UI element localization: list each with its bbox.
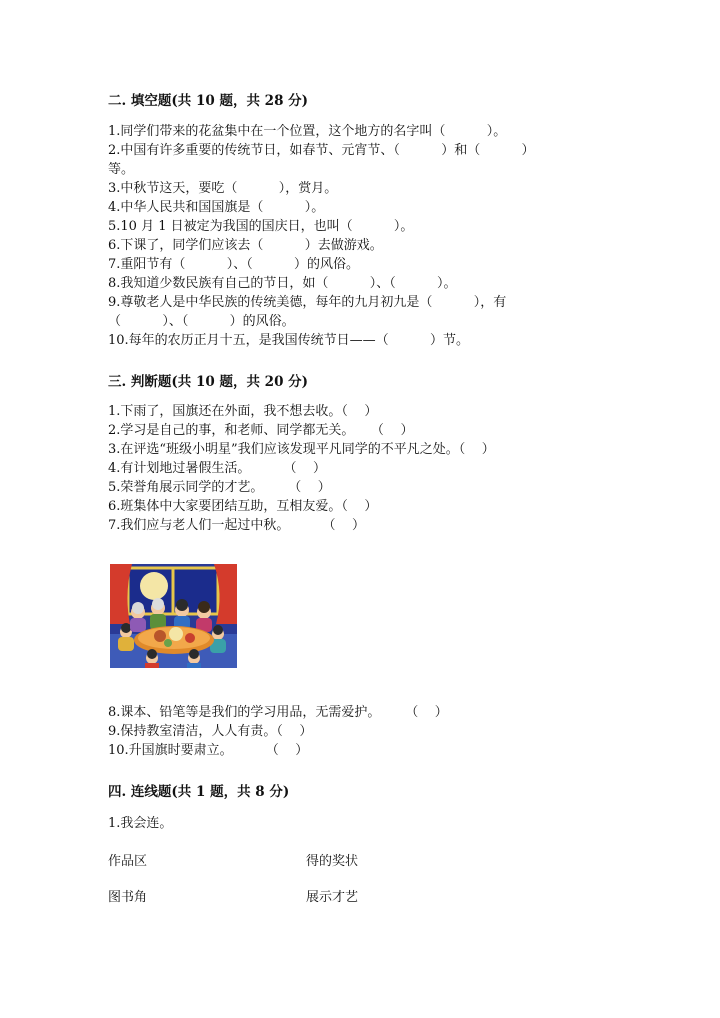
judge-item-10: 10.升国旗时要肃立。 （ ） bbox=[108, 743, 309, 758]
family-dinner-illustration bbox=[110, 564, 237, 668]
judge-item-4: 4.有计划地过暑假生活。 （ ） bbox=[108, 461, 326, 476]
fill-item-9: 9.尊敬老人是中华民族的传统美德，每年的九月初九是（ ），有 bbox=[108, 295, 507, 310]
match-question: 1.我会连。 bbox=[108, 816, 173, 831]
fill-item-2-cont: 等。 bbox=[108, 162, 135, 177]
judge-item-2: 2.学习是自己的事，和老师、同学都无关。 （ ） bbox=[108, 423, 414, 438]
section4-heading: 四. 连线题(共 1 题，共 8 分) bbox=[108, 784, 290, 800]
judge-item-7: 7.我们应与老人们一起过中秋。 （ ） bbox=[108, 518, 365, 533]
judge-item-1: 1.下雨了，国旗还在外面，我不想去收。（ ） bbox=[108, 404, 378, 419]
fill-item-2: 2.中国有许多重要的传统节日，如春节、元宵节、（ ）和（ ） bbox=[108, 143, 535, 158]
fill-item-7: 7.重阳节有（ ）、（ ）的风俗。 bbox=[108, 257, 360, 272]
match-left-item-2: 图书角 bbox=[108, 890, 148, 905]
fill-item-1: 1.同学们带来的花盆集中在一个位置，这个地方的名字叫（ ）。 bbox=[108, 124, 507, 139]
judge-item-5: 5.荣誉角展示同学的才艺。 （ ） bbox=[108, 480, 331, 495]
fill-item-8: 8.我知道少数民族有自己的节日，如（ ）、（ ）。 bbox=[108, 276, 457, 291]
match-right-item-2: 展示才艺 bbox=[306, 890, 359, 905]
judge-item-9: 9.保持教室清洁，人人有责。（ ） bbox=[108, 724, 313, 739]
fill-item-3: 3.中秋节这天，要吃（ ），赏月。 bbox=[108, 181, 338, 196]
family-mid-autumn-dinner-icon bbox=[110, 564, 237, 668]
fill-item-4: 4.中华人民共和国国旗是（ ）。 bbox=[108, 200, 325, 215]
fill-item-6: 6.下课了，同学们应该去（ ）去做游戏。 bbox=[108, 238, 383, 253]
judge-item-3: 3.在评选“班级小明星”我们应该发现平凡同学的不平凡之处。（ ） bbox=[108, 442, 495, 457]
fill-item-10: 10.每年的农历正月十五，是我国传统节日——（ ）节。 bbox=[108, 333, 469, 348]
match-left-item-1: 作品区 bbox=[108, 854, 148, 869]
section3-heading: 三. 判断题(共 10 题，共 20 分) bbox=[108, 374, 309, 390]
match-right-item-1: 得的奖状 bbox=[306, 854, 359, 869]
judge-item-6: 6.班集体中大家要团结互助，互相友爱。（ ） bbox=[108, 499, 378, 514]
section2-heading: 二. 填空题(共 10 题，共 28 分) bbox=[108, 93, 309, 109]
judge-item-8: 8.课本、铅笔等是我们的学习用品，无需爱护。 （ ） bbox=[108, 705, 448, 720]
fill-item-5: 5.10 月 1 日被定为我国的国庆日，也叫（ ）。 bbox=[108, 219, 414, 234]
fill-item-9-cont: （ ）、（ ）的风俗。 bbox=[108, 314, 295, 329]
